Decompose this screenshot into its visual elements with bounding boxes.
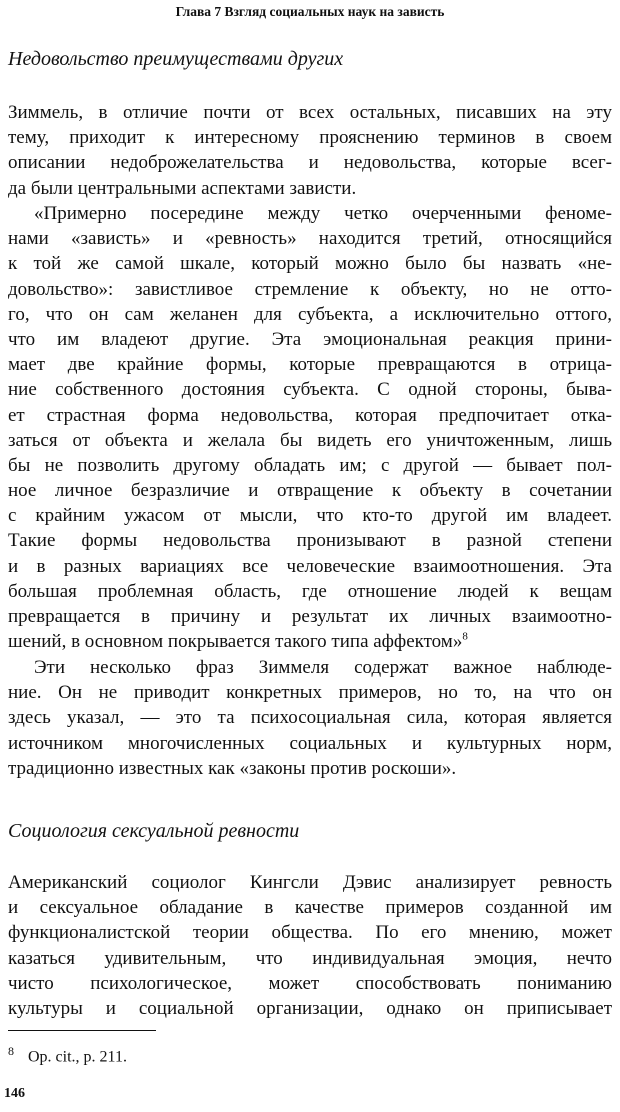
text-line: большая проблемная область, где отношение людей к вещам <box>8 580 612 602</box>
text-line: тему, приходит к интересному прояснению терминов в своем <box>8 127 612 149</box>
paragraph-3 <box>8 655 612 781</box>
section-title-2: Социология сексуальной ревности <box>8 820 300 842</box>
text-line: и сексуальное обладание в качестве примеров созданной им <box>8 897 612 919</box>
text-line <box>8 629 612 654</box>
footnote-divider <box>8 1030 156 1031</box>
text-line: да были центральными аспектами зависти. <box>8 177 357 199</box>
text-line: чисто психологическое, может способствовать пониманию <box>8 972 612 994</box>
text-line: нами «зависть» и «ревность» находится третий, относящийся <box>8 228 612 250</box>
text-line: ние собственного достояния субъекта. С одной стороны, быва- <box>8 379 612 401</box>
text-line: бы не позволить другому обладать им; с другой — бывает пол- <box>8 454 612 476</box>
text-line: здесь указал, — это та психосоциальная сила, которая является <box>8 707 612 729</box>
text-line: заться от объекта и желала бы видеть его уничтоженным, лишь <box>8 429 612 451</box>
footnote <box>8 1044 127 1066</box>
text-line: ет страстная форма недовольства, которая предпочитает отка- <box>8 404 612 426</box>
footnote-ref[interactable]: 8 <box>462 630 468 643</box>
text-line: функционалистской теории общества. По его мнению, может <box>8 922 612 944</box>
text-line: и в разных вариациях все человеческие взаимоотношения. Эта <box>8 555 612 577</box>
text-line: ное личное безразличие и отвращение к объекту в сочетании <box>8 480 612 502</box>
text-line: го, что он сам желанен для субъекта, а исключительно оттого, <box>8 303 612 325</box>
page-number: 146 <box>4 1086 25 1101</box>
text-line: что им владеют другие. Эта эмоциональная реакция прини- <box>8 328 612 350</box>
text-line: культуры и социальной организации, однако он приписывает <box>8 997 612 1019</box>
footnote-text: Op. cit., p. 211. <box>28 1048 127 1066</box>
text-line: традиционно известных как «законы против роскоши». <box>8 757 457 779</box>
text-line: казаться удивительным, что индивидуальная эмоция, нечто <box>8 947 612 969</box>
text-line: с крайним ужасом от мысли, что кто-то другой им владеет. <box>8 505 612 527</box>
text-line: к той же самой шкале, который можно было бы назвать «не- <box>8 253 612 275</box>
text-line: ние. Он не приводит конкретных примеров, но то, на что он <box>8 682 612 704</box>
paragraph-quote <box>8 201 612 654</box>
text-line: «Примерно посередине между четко очерченными феноме- <box>34 203 612 224</box>
text-line: Такие формы недовольства пронизывают в разной степени <box>8 530 612 552</box>
text-line: Эти несколько фраз Зиммеля содержат важное наблюде- <box>34 657 612 678</box>
text-line: довольство»: завистливое стремление к объекту, но не отто- <box>8 278 612 300</box>
text-line: превращается в причину и результат их личных взаимоотно- <box>8 606 612 627</box>
paragraph-4 <box>8 870 612 1021</box>
footnote-number: 8 <box>8 1044 14 1058</box>
paragraph-1 <box>8 100 612 201</box>
text-line: мает две крайние формы, которые превращаются в отрица- <box>8 354 612 376</box>
text-line: источником многочисленных социальных и культурных норм, <box>8 732 612 754</box>
section-title-1: Недовольство преимуществами других <box>8 48 344 70</box>
quote-last-line: шений, в основном покрывается такого типа аффектом» <box>8 631 463 653</box>
text-line: описании недоброжелательства и недовольства, которые всег- <box>8 152 612 174</box>
text-line: Американский социолог Кингсли Дэвис анализирует ревность <box>8 872 612 893</box>
running-header: Глава 7 Взгляд социальных наук на зависть <box>175 4 445 19</box>
text-line: Зиммель, в отличие почти от всех остальных, писавших на эту <box>8 102 612 123</box>
